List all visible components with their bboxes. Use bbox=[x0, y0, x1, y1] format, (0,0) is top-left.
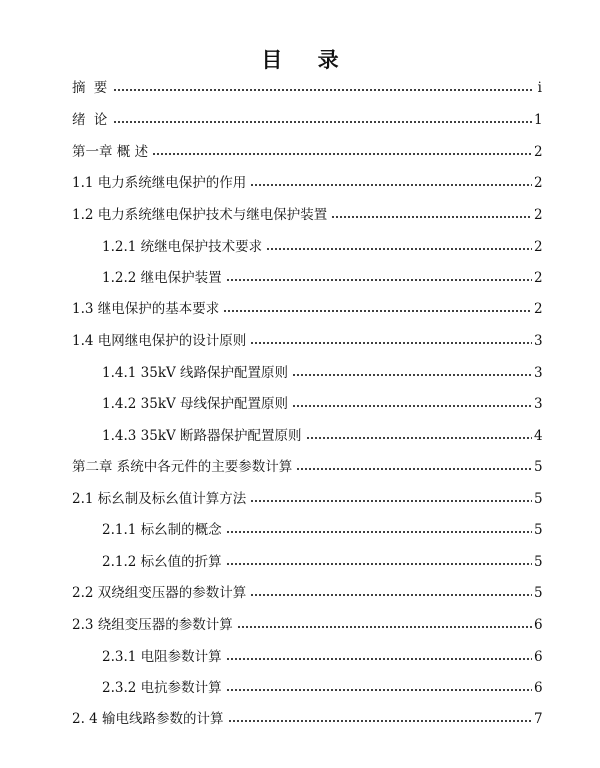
toc-entry-1-2-1[interactable] bbox=[102, 237, 542, 257]
toc-page-number: 5 bbox=[534, 459, 543, 475]
toc-entry-2-2[interactable] bbox=[72, 583, 542, 603]
toc-page-number: 3 bbox=[534, 365, 543, 381]
toc-page-number: 4 bbox=[534, 428, 543, 444]
toc-entry-label: 1.2.1 统继电保护技术要求 bbox=[102, 239, 263, 255]
toc-entry-1-3[interactable] bbox=[72, 299, 542, 319]
toc-entry-1-4-2[interactable] bbox=[102, 394, 542, 414]
toc-leader-dots bbox=[226, 529, 532, 535]
toc-entry-1-1[interactable] bbox=[72, 173, 542, 193]
toc-entry-label: 1.1 电力系统继电保护的作用 bbox=[72, 175, 247, 191]
toc-entry-label: 1.2 电力系统继电保护技术与继电保护装置 bbox=[72, 207, 328, 223]
toc-leader-dots bbox=[113, 119, 532, 125]
toc-entry-label: 第二章 系统中各元件的主要参数计算 bbox=[72, 459, 293, 475]
toc-entry-label: 1.4.2 35kV 母线保护配置原则 bbox=[102, 396, 289, 412]
toc-entry-1-4-1[interactable] bbox=[102, 363, 542, 383]
toc-leader-dots bbox=[226, 656, 532, 662]
toc-page-number: 2 bbox=[534, 270, 543, 286]
toc-entry-2-3[interactable] bbox=[72, 615, 542, 635]
toc-entry-2-3-2[interactable] bbox=[102, 678, 542, 698]
toc-page-number: 5 bbox=[534, 491, 543, 507]
toc-entry-label: 1.4 电网继电保护的设计原则 bbox=[72, 333, 247, 349]
toc-page-number: 6 bbox=[534, 617, 543, 633]
toc-entry-1-4[interactable] bbox=[72, 331, 542, 351]
toc-entry-label: 2.2 双绕组变压器的参数计算 bbox=[72, 585, 247, 601]
toc-entry-label: 1.2.2 继电保护装置 bbox=[102, 270, 222, 286]
toc-entry-1-2-2[interactable] bbox=[102, 268, 542, 288]
toc-leader-dots bbox=[250, 592, 532, 598]
toc-page-number: 6 bbox=[534, 649, 543, 665]
toc-page-number: 1 bbox=[534, 112, 543, 128]
toc-entry-label: 第一章 概 述 bbox=[72, 144, 149, 160]
toc-entry-2-1-1[interactable] bbox=[102, 520, 542, 540]
toc-leader-dots bbox=[226, 277, 532, 283]
toc-entry-1-2[interactable] bbox=[72, 205, 542, 225]
toc-entry-label: 绪 论 bbox=[72, 112, 110, 128]
toc-leader-dots bbox=[237, 624, 532, 630]
toc-page-number: 5 bbox=[534, 522, 543, 538]
toc-page-number: 2 bbox=[534, 144, 543, 160]
toc-page-number: 2 bbox=[534, 301, 543, 317]
toc-title: 目 录 bbox=[261, 48, 353, 72]
toc-leader-dots bbox=[113, 87, 532, 93]
toc-leader-dots bbox=[250, 340, 532, 346]
toc-entry-label: 2.3 绕组变压器的参数计算 bbox=[72, 617, 233, 633]
toc-page-number: 3 bbox=[534, 333, 543, 349]
toc-leader-dots bbox=[266, 246, 532, 252]
toc-entry-2-4[interactable] bbox=[72, 709, 542, 729]
toc-entry-2-1-2[interactable] bbox=[102, 552, 542, 572]
toc-entry-abstract[interactable] bbox=[72, 78, 542, 98]
toc-page-number: 7 bbox=[534, 711, 543, 727]
toc-page-number: 2 bbox=[534, 175, 543, 191]
toc-leader-dots bbox=[250, 182, 532, 188]
toc-leader-dots bbox=[292, 372, 532, 378]
toc-entry-chapter-1[interactable] bbox=[72, 142, 542, 162]
toc-page-number: 6 bbox=[534, 680, 543, 696]
toc-leader-dots bbox=[250, 498, 532, 504]
toc-entry-label: 1.4.1 35kV 线路保护配置原则 bbox=[102, 365, 289, 381]
toc-entry-2-1[interactable] bbox=[72, 489, 542, 509]
toc-entry-label: 摘 要 bbox=[72, 80, 110, 96]
toc-entry-2-3-1[interactable] bbox=[102, 647, 542, 667]
toc-leader-dots bbox=[331, 214, 532, 220]
toc-leader-dots bbox=[306, 435, 532, 441]
toc-leader-dots bbox=[226, 561, 532, 567]
toc-entry-label: 2.3.2 电抗参数计算 bbox=[102, 680, 222, 696]
toc-entry-label: 2.1.2 标幺值的折算 bbox=[102, 554, 222, 570]
toc-page-number: 2 bbox=[534, 239, 543, 255]
toc-leader-dots bbox=[223, 308, 532, 314]
toc-leader-dots bbox=[152, 151, 532, 157]
toc-leader-dots bbox=[226, 687, 532, 693]
toc-page-number: i bbox=[537, 80, 542, 96]
toc-entry-label: 2. 4 输电线路参数的计算 bbox=[72, 711, 224, 727]
toc-page-number: 2 bbox=[534, 207, 543, 223]
toc-entry-label: 1.4.3 35kV 断路器保护配置原则 bbox=[102, 428, 302, 444]
toc-entry-chapter-2[interactable] bbox=[72, 457, 542, 477]
toc-leader-dots bbox=[296, 466, 532, 472]
toc-page-number: 5 bbox=[534, 585, 543, 601]
toc-entry-1-4-3[interactable] bbox=[102, 426, 542, 446]
toc-page-number: 3 bbox=[534, 396, 543, 412]
toc-page-number: 5 bbox=[534, 554, 543, 570]
toc-entry-label: 2.3.1 电阻参数计算 bbox=[102, 649, 222, 665]
toc-entry-label: 2.1 标幺制及标幺值计算方法 bbox=[72, 491, 247, 507]
toc-entry-label: 1.3 继电保护的基本要求 bbox=[72, 301, 220, 317]
toc-leader-dots bbox=[292, 403, 532, 409]
toc-entry-introduction[interactable] bbox=[72, 110, 542, 130]
toc-entry-label: 2.1.1 标幺制的概念 bbox=[102, 522, 222, 538]
toc-leader-dots bbox=[228, 718, 532, 724]
